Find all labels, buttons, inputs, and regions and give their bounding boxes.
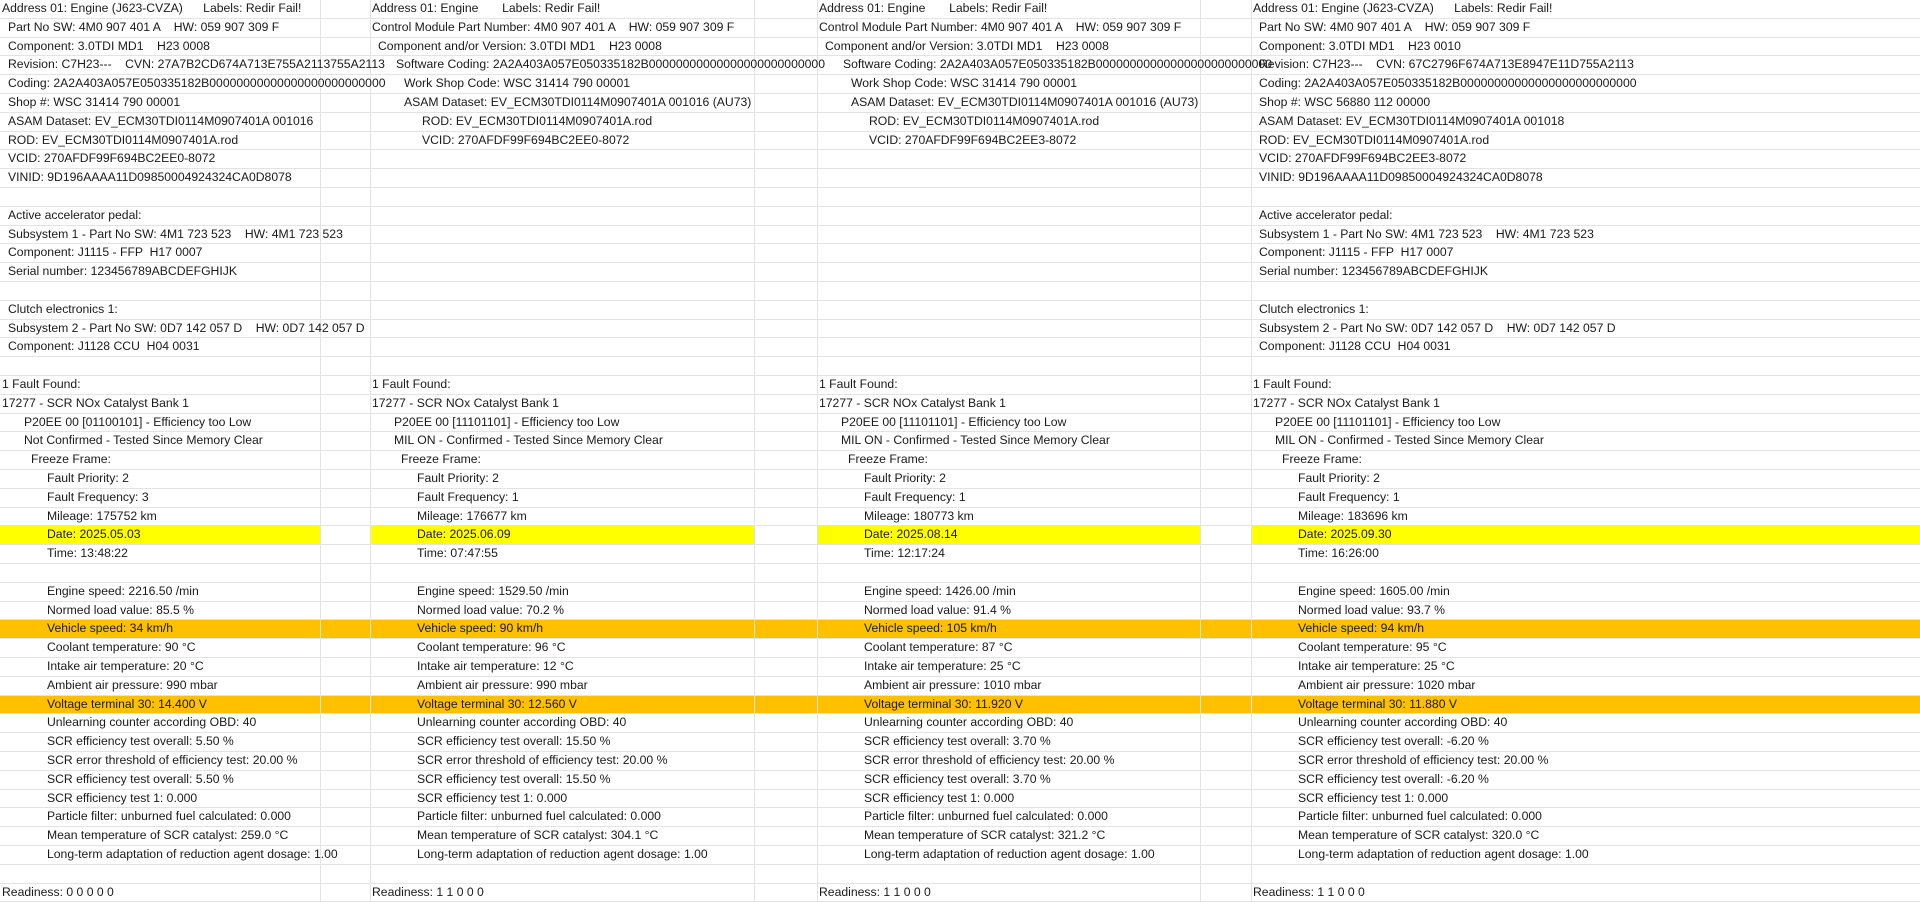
- sheet-cell[interactable]: SCR efficiency test 1: 0.000: [864, 790, 1015, 805]
- sheet-cell[interactable]: Voltage terminal 30: 11.920 V: [864, 696, 1023, 711]
- sheet-cell[interactable]: Freeze Frame:: [31, 452, 111, 467]
- sheet-cell[interactable]: VCID: 270AFDF99F694BC2EE0-8072: [8, 151, 216, 166]
- sheet-row: [0, 564, 1920, 583]
- sheet-cell[interactable]: SCR efficiency test overall: 5.50 %: [47, 734, 234, 749]
- sheet-cell[interactable]: SCR efficiency test 1: 0.000: [1298, 790, 1449, 805]
- sheet-cell[interactable]: Fault Priority: 2: [1298, 471, 1380, 485]
- sheet-cell[interactable]: SCR efficiency test 1: 0.000: [47, 790, 198, 805]
- sheet-cell[interactable]: Normed load value: 93.7 %: [1298, 602, 1446, 617]
- sheet-row: [0, 263, 1920, 282]
- sheet-cell[interactable]: SCR efficiency test overall: 3.70 %: [864, 734, 1051, 749]
- sheet-cell[interactable]: Readiness: 1 1 0 0 0: [372, 884, 484, 899]
- sheet-cell[interactable]: Not Confirmed - Tested Since Memory Clear: [24, 433, 263, 448]
- sheet-cell[interactable]: SCR error threshold of efficiency test: 20.00 %: [417, 753, 668, 767]
- sheet-cell[interactable]: Component and/or Version: 3.0TDI MD1 H23 0008: [825, 38, 1109, 53]
- sheet-cell[interactable]: 17277 - SCR NOx Catalyst Bank 1: [1253, 395, 1440, 410]
- sheet-cell[interactable]: Coolant temperature: 87 °C: [864, 640, 1013, 655]
- sheet-cell[interactable]: Particle filter: unburned fuel calculated: 0.000: [864, 809, 1108, 824]
- sheet-cell[interactable]: Fault Priority: 2: [47, 471, 129, 485]
- sheet-cell[interactable]: Fault Frequency: 1: [1298, 489, 1400, 504]
- sheet-cell[interactable]: ROD: EV_ECM30TDI0114M0907401A.rod: [1259, 132, 1490, 147]
- sheet-row: [0, 207, 1920, 226]
- sheet-cell[interactable]: Intake air temperature: 20 °C: [47, 659, 204, 673]
- sheet-cell[interactable]: Normed load value: 85.5 %: [47, 602, 195, 617]
- sheet-cell[interactable]: Serial number: 123456789ABCDEFGHIJK: [1259, 264, 1488, 279]
- sheet-cell[interactable]: 17277 - SCR NOx Catalyst Bank 1: [2, 395, 189, 410]
- sheet-cell[interactable]: Long-term adaptation of reduction agent dosage: 1.00: [864, 847, 1155, 861]
- sheet-cell[interactable]: Engine speed: 1426.00 /min: [864, 583, 1016, 598]
- sheet-row: [0, 376, 1920, 395]
- sheet-cell[interactable]: 17277 - SCR NOx Catalyst Bank 1: [372, 395, 559, 410]
- sheet-cell[interactable]: Fault Frequency: 1: [417, 489, 519, 504]
- row-gap: [320, 526, 370, 544]
- sheet-cell[interactable]: Vehicle speed: 90 km/h: [417, 621, 544, 636]
- sheet-cell[interactable]: P20EE 00 [11101101] - Efficiency too Low: [841, 414, 1067, 429]
- sheet-cell[interactable]: 1 Fault Found:: [819, 377, 898, 391]
- sheet-cell[interactable]: Freeze Frame:: [401, 452, 481, 467]
- sheet-cell[interactable]: Control Module Part Number: 4M0 907 401 A HW: 059 907 309 F: [372, 19, 735, 34]
- sheet-cell[interactable]: 1 Fault Found:: [2, 377, 81, 391]
- sheet-cell[interactable]: SCR efficiency test overall: 3.70 %: [864, 771, 1051, 786]
- sheet-cell[interactable]: Particle filter: unburned fuel calculated: 0.000: [417, 809, 661, 824]
- sheet-cell[interactable]: VCID: 270AFDF99F694BC2EE3-8072: [1259, 151, 1467, 166]
- sheet-row: [0, 545, 1920, 564]
- sheet-cell[interactable]: Vehicle speed: 94 km/h: [1298, 621, 1425, 636]
- sheet-cell[interactable]: Mileage: 180773 km: [864, 508, 974, 523]
- sheet-cell[interactable]: Normed load value: 91.4 %: [864, 602, 1012, 617]
- sheet-cell[interactable]: MIL ON - Confirmed - Tested Since Memory Clear: [1275, 433, 1544, 448]
- sheet-cell[interactable]: Component: J1115 - FFP H17 0007: [1259, 245, 1454, 260]
- sheet-cell[interactable]: Date: 2025.05.03: [47, 527, 141, 542]
- sheet-cell[interactable]: Component: J1115 - FFP H17 0007: [8, 245, 203, 260]
- sheet-cell[interactable]: Coolant temperature: 96 °C: [417, 640, 566, 655]
- sheet-cell[interactable]: Long-term adaptation of reduction agent dosage: 1.00: [47, 847, 338, 861]
- sheet-cell[interactable]: Unlearning counter according OBD: 40: [417, 715, 627, 730]
- sheet-cell[interactable]: Time: 13:48:22: [47, 546, 128, 561]
- sheet-cell[interactable]: Ambient air pressure: 1010 mbar: [864, 677, 1042, 692]
- sheet-cell[interactable]: Fault Frequency: 3: [47, 489, 149, 504]
- sheet-cell[interactable]: Mileage: 183696 km: [1298, 508, 1408, 523]
- column-gridline: [1251, 0, 1252, 901]
- sheet-cell[interactable]: Revision: C7H23--- CVN: 67C2796F674A713E8947E11D755A2113: [1259, 57, 1634, 72]
- sheet-cell[interactable]: Long-term adaptation of reduction agent dosage: 1.00: [1298, 847, 1589, 861]
- row-gap: [1200, 526, 1251, 544]
- sheet-row: [0, 357, 1920, 376]
- sheet-cell[interactable]: Coding: 2A2A403A057E050335182B00000000000000000000000000: [8, 76, 386, 91]
- sheet-cell[interactable]: Shop #: WSC 31414 790 00001: [8, 95, 181, 109]
- sheet-cell[interactable]: SCR efficiency test overall: -6.20 %: [1298, 771, 1489, 786]
- sheet-cell[interactable]: Part No SW: 4M0 907 401 A HW: 059 907 309 F: [1259, 19, 1531, 34]
- sheet-cell[interactable]: VCID: 270AFDF99F694BC2EE0-8072: [422, 132, 630, 147]
- sheet-cell[interactable]: Address 01: Engine Labels: Redir Fail!: [819, 1, 1048, 15]
- sheet-cell[interactable]: Long-term adaptation of reduction agent dosage: 1.00: [417, 847, 708, 861]
- sheet-cell[interactable]: Address 01: Engine (J623-CVZA) Labels: Redir Fail!: [2, 1, 302, 15]
- sheet-cell[interactable]: SCR efficiency test overall: 15.50 %: [417, 771, 611, 786]
- sheet-cell[interactable]: Active accelerator pedal:: [8, 207, 142, 222]
- sheet-cell[interactable]: Time: 12:17:24: [864, 546, 945, 561]
- sheet-cell[interactable]: Subsystem 1 - Part No SW: 4M1 723 523 HW: 4M1 723 523: [8, 226, 343, 241]
- sheet-cell[interactable]: Normed load value: 70.2 %: [417, 602, 565, 617]
- sheet-cell[interactable]: VINID: 9D196AAAA11D09850004924324CA0D8078: [8, 170, 292, 185]
- sheet-cell[interactable]: Intake air temperature: 25 °C: [864, 659, 1021, 673]
- sheet-cell[interactable]: SCR error threshold of efficiency test: 20.00 %: [864, 753, 1115, 767]
- sheet-cell[interactable]: P20EE 00 [11101101] - Efficiency too Low: [1275, 414, 1501, 429]
- sheet-row: [0, 188, 1920, 207]
- sheet-cell[interactable]: Time: 07:47:55: [417, 546, 498, 561]
- sheet-cell[interactable]: ROD: EV_ECM30TDI0114M0907401A.rod: [869, 113, 1100, 128]
- sheet-cell[interactable]: Voltage terminal 30: 14.400 V: [47, 696, 207, 711]
- row-gap: [754, 526, 817, 544]
- sheet-row: [0, 884, 1920, 902]
- column-gridline: [320, 0, 321, 901]
- sheet-cell[interactable]: Particle filter: unburned fuel calculated: 0.000: [1298, 809, 1542, 824]
- sheet-row: [0, 865, 1920, 884]
- sheet-cell[interactable]: Component and/or Version: 3.0TDI MD1 H23 0008: [378, 38, 662, 53]
- column-gridline: [1200, 0, 1201, 901]
- sheet-cell[interactable]: Intake air temperature: 25 °C: [1298, 659, 1455, 673]
- sheet-cell[interactable]: Part No SW: 4M0 907 401 A HW: 059 907 309 F: [8, 19, 280, 34]
- sheet-cell[interactable]: Date: 2025.09.30: [1298, 527, 1392, 542]
- sheet-cell[interactable]: VINID: 9D196AAAA11D09850004924324CA0D8078: [1259, 170, 1543, 185]
- sheet-row: [0, 470, 1920, 489]
- sheet-cell[interactable]: Serial number: 123456789ABCDEFGHIJK: [8, 264, 237, 279]
- sheet-cell[interactable]: Component: 3.0TDI MD1 H23 0010: [1259, 38, 1461, 53]
- sheet-cell[interactable]: Mean temperature of SCR catalyst: 321.2 °C: [864, 828, 1106, 843]
- sheet-cell[interactable]: MIL ON - Confirmed - Tested Since Memory Clear: [841, 433, 1110, 448]
- sheet-cell[interactable]: Date: 2025.06.09: [417, 527, 511, 542]
- sheet-cell[interactable]: SCR efficiency test overall: 5.50 %: [47, 771, 234, 786]
- sheet-row: [0, 282, 1920, 301]
- sheet-cell[interactable]: SCR error threshold of efficiency test: 20.00 %: [1298, 753, 1549, 767]
- sheet-cell[interactable]: ASAM Dataset: EV_ECM30TDI0114M0907401A 001018: [1259, 113, 1565, 128]
- sheet-cell[interactable]: Software Coding: 2A2A403A057E050335182B00000000000000000000000000: [396, 57, 825, 72]
- sheet-cell[interactable]: Subsystem 2 - Part No SW: 0D7 142 057 D HW: 0D7 142 057 D: [1259, 320, 1616, 335]
- sheet-cell[interactable]: Vehicle speed: 105 km/h: [864, 621, 997, 636]
- sheet-cell[interactable]: Coding: 2A2A403A057E050335182B00000000000000000000000000: [1259, 76, 1637, 91]
- sheet-cell[interactable]: Fault Priority: 2: [417, 471, 499, 485]
- sheet-cell[interactable]: Ambient air pressure: 990 mbar: [417, 677, 588, 692]
- sheet-cell[interactable]: Work Shop Code: WSC 31414 790 00001: [851, 76, 1078, 91]
- column-gridline: [370, 0, 371, 901]
- sheet-cell[interactable]: Coolant temperature: 95 °C: [1298, 640, 1447, 655]
- sheet-cell[interactable]: Time: 16:26:00: [1298, 546, 1379, 561]
- sheet-cell[interactable]: ROD: EV_ECM30TDI0114M0907401A.rod: [422, 113, 653, 128]
- sheet-cell[interactable]: Vehicle speed: 34 km/h: [47, 621, 174, 636]
- sheet-cell[interactable]: Address 01: Engine (J623-CVZA) Labels: Redir Fail!: [1253, 1, 1553, 15]
- sheet-cell[interactable]: Component: J1128 CCU H04 0031: [1259, 339, 1451, 354]
- sheet-cell[interactable]: Date: 2025.08.14: [864, 527, 958, 542]
- sheet-cell[interactable]: Software Coding: 2A2A403A057E050335182B00000000000000000000000000: [843, 57, 1272, 72]
- sheet-cell[interactable]: ASAM Dataset: EV_ECM30TDI0114M0907401A 001016 (AU73): [851, 95, 1199, 109]
- sheet-cell[interactable]: Mileage: 175752 km: [47, 508, 157, 523]
- sheet-cell[interactable]: Mean temperature of SCR catalyst: 259.0 °C: [47, 828, 289, 843]
- sheet-cell[interactable]: Fault Frequency: 1: [864, 489, 966, 504]
- sheet-cell[interactable]: VCID: 270AFDF99F694BC2EE3-8072: [869, 132, 1077, 147]
- sheet-cell[interactable]: Intake air temperature: 12 °C: [417, 659, 574, 673]
- sheet-cell[interactable]: Component: J1128 CCU H04 0031: [8, 339, 200, 354]
- sheet-cell[interactable]: Mean temperature of SCR catalyst: 320.0 °C: [1298, 828, 1540, 843]
- sheet-cell[interactable]: Ambient air pressure: 1020 mbar: [1298, 677, 1476, 692]
- sheet-cell[interactable]: Voltage terminal 30: 12.560 V: [417, 696, 577, 711]
- sheet-cell[interactable]: P20EE 00 [01100101] - Efficiency too Low: [24, 414, 252, 429]
- sheet-cell[interactable]: Subsystem 2 - Part No SW: 0D7 142 057 D HW: 0D7 142 057 D: [8, 320, 365, 335]
- sheet-cell[interactable]: ROD: EV_ECM30TDI0114M0907401A.rod: [8, 132, 239, 147]
- sheet-cell[interactable]: MIL ON - Confirmed - Tested Since Memory Clear: [394, 433, 663, 448]
- sheet-cell[interactable]: Revision: C7H23--- CVN: 27A7B2CD674A713E755A2113755A2113: [8, 57, 385, 72]
- sheet-cell[interactable]: SCR error threshold of efficiency test: 20.00 %: [47, 753, 298, 767]
- sheet-cell[interactable]: Freeze Frame:: [848, 452, 928, 467]
- sheet-cell[interactable]: Mean temperature of SCR catalyst: 304.1 °C: [417, 828, 659, 843]
- sheet-cell[interactable]: Unlearning counter according OBD: 40: [864, 715, 1074, 730]
- sheet-cell[interactable]: Address 01: Engine Labels: Redir Fail!: [372, 1, 601, 15]
- sheet-cell[interactable]: Fault Priority: 2: [864, 471, 946, 485]
- sheet-cell[interactable]: 1 Fault Found:: [372, 377, 451, 391]
- sheet-cell[interactable]: Control Module Part Number: 4M0 907 401 A HW: 059 907 309 F: [819, 19, 1182, 34]
- sheet-row: [0, 150, 1920, 169]
- sheet-cell[interactable]: Subsystem 1 - Part No SW: 4M1 723 523 HW: 4M1 723 523: [1259, 226, 1594, 241]
- sheet-cell[interactable]: Engine speed: 2216.50 /min: [47, 583, 199, 598]
- sheet-cell[interactable]: P20EE 00 [11101101] - Efficiency too Low: [394, 414, 620, 429]
- sheet-cell[interactable]: Voltage terminal 30: 11.880 V: [1298, 696, 1457, 711]
- sheet-cell[interactable]: Component: 3.0TDI MD1 H23 0008: [8, 38, 210, 53]
- sheet-cell[interactable]: Engine speed: 1529.50 /min: [417, 583, 569, 598]
- highlighted-row: [0, 526, 1920, 545]
- sheet-cell[interactable]: Shop #: WSC 56880 112 00000: [1259, 95, 1431, 109]
- sheet-cell[interactable]: Clutch electronics 1:: [1259, 301, 1369, 316]
- sheet-cell[interactable]: Ambient air pressure: 990 mbar: [47, 677, 218, 692]
- sheet-cell[interactable]: Readiness: 0 0 0 0 0: [2, 884, 114, 899]
- sheet-cell[interactable]: ASAM Dataset: EV_ECM30TDI0114M0907401A 001016: [8, 113, 314, 128]
- sheet-cell[interactable]: SCR efficiency test overall: 15.50 %: [417, 734, 611, 749]
- sheet-cell[interactable]: ASAM Dataset: EV_ECM30TDI0114M0907401A 001016 (AU73): [404, 95, 752, 109]
- sheet-cell[interactable]: SCR efficiency test 1: 0.000: [417, 790, 568, 805]
- sheet-row: [0, 244, 1920, 263]
- sheet-cell[interactable]: SCR efficiency test overall: -6.20 %: [1298, 734, 1489, 749]
- sheet-row: [0, 451, 1920, 470]
- sheet-cell[interactable]: Engine speed: 1605.00 /min: [1298, 583, 1450, 598]
- sheet-cell[interactable]: Coolant temperature: 90 °C: [47, 640, 196, 655]
- sheet-cell[interactable]: Unlearning counter according OBD: 40: [1298, 715, 1508, 730]
- column-gridline: [754, 0, 755, 901]
- sheet-cell[interactable]: Particle filter: unburned fuel calculated: 0.000: [47, 809, 291, 824]
- sheet-cell[interactable]: 1 Fault Found:: [1253, 377, 1332, 391]
- sheet-cell[interactable]: 17277 - SCR NOx Catalyst Bank 1: [819, 395, 1006, 410]
- sheet-cell[interactable]: Freeze Frame:: [1282, 452, 1362, 467]
- sheet-cell[interactable]: Mileage: 176677 km: [417, 508, 527, 523]
- sheet-cell[interactable]: Readiness: 1 1 0 0 0: [1253, 884, 1365, 899]
- sheet-cell[interactable]: Readiness: 1 1 0 0 0: [819, 884, 931, 899]
- column-gridline: [817, 0, 818, 901]
- sheet-row: [0, 338, 1920, 357]
- sheet-cell[interactable]: Active accelerator pedal:: [1259, 207, 1393, 222]
- sheet-cell[interactable]: Unlearning counter according OBD: 40: [47, 715, 257, 730]
- sheet-cell[interactable]: Work Shop Code: WSC 31414 790 00001: [404, 76, 631, 91]
- sheet-row: [0, 301, 1920, 320]
- sheet-cell[interactable]: Clutch electronics 1:: [8, 301, 118, 316]
